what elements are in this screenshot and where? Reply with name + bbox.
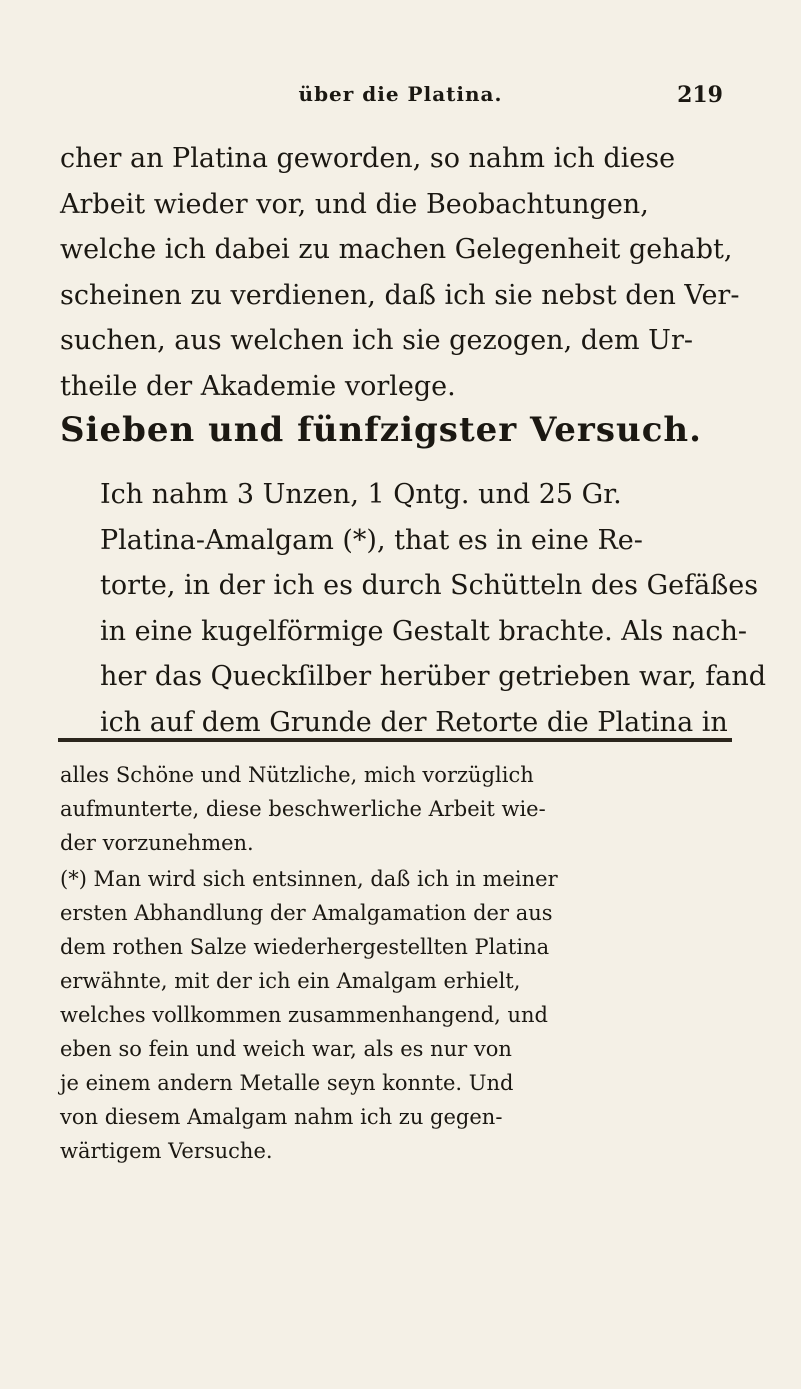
footnote-line: dem rothen Salze wiederhergestellten Platina — [60, 935, 550, 959]
experiment-paragraph — [60, 472, 767, 745]
text-line: her das Queckſilber herüber getrieben war, fand — [100, 661, 767, 692]
footnote-line: der vorzunehmen. — [60, 831, 254, 855]
text-line: suchen, aus welchen ich sie gezogen, dem Ur- — [60, 325, 693, 356]
footnote-line: erwähnte, mit der ich ein Amalgam erhielt, — [60, 969, 521, 993]
running-title: über die Platina. — [298, 82, 503, 106]
page-number: 219 — [677, 82, 723, 108]
footnote-line: ersten Abhandlung der Amalgamation der aus — [60, 901, 553, 925]
text-line: Ich nahm 3 Unzen, 1 Qntg. und 25 Gr. — [100, 479, 622, 510]
text-line: Platina-Amalgam (*), that es in eine Re- — [100, 524, 643, 556]
footnote-line: je einem andern Metalle seyn konnte. Und — [60, 1071, 514, 1095]
text-line: Arbeit wieder vor, und die Beobachtungen, — [60, 188, 649, 220]
footnote-line: von diesem Amalgam nahm ich zu gegen- — [60, 1105, 503, 1129]
footnote-line: aufmunterte, diese beschwerliche Arbeit wie- — [60, 797, 546, 821]
text-line: torte, in der ich es durch Schütteln des Gefäßes — [100, 570, 759, 601]
footnote-continuation — [60, 758, 730, 860]
text-line: scheinen zu verdienen, daß ich sie nebst den Ver- — [60, 279, 740, 311]
footnote-line: (*) Man wird sich entsinnen, daß ich in meiner — [60, 867, 558, 891]
text-line: theile der Akademie vorlege. — [60, 370, 456, 402]
footnote-line: wärtigem Versuche. — [60, 1139, 273, 1163]
footnote-line: eben so fein und weich war, als es nur von — [60, 1037, 512, 1061]
paragraph-continuation — [60, 136, 740, 409]
footnote-divider — [58, 738, 732, 742]
section-heading: Sieben und fünfzigster Versuch. — [60, 410, 702, 450]
footnote-line: alles Schöne und Nützliche, mich vorzüglich — [60, 763, 534, 787]
footnote-line: welches vollkommen zusammenhangend, und — [60, 1003, 548, 1027]
footnote — [60, 862, 730, 1168]
running-head — [0, 82, 801, 116]
text-line: cher an Platina geworden, so nahm ich diese — [60, 143, 676, 174]
text-line: ich auf dem Grunde der Retorte die Platina in — [100, 706, 728, 738]
text-line: welche ich dabei zu machen Gelegenheit gehabt, — [60, 234, 733, 265]
text-line: in eine kugelförmige Gestalt brachte. Als nach- — [100, 615, 747, 647]
